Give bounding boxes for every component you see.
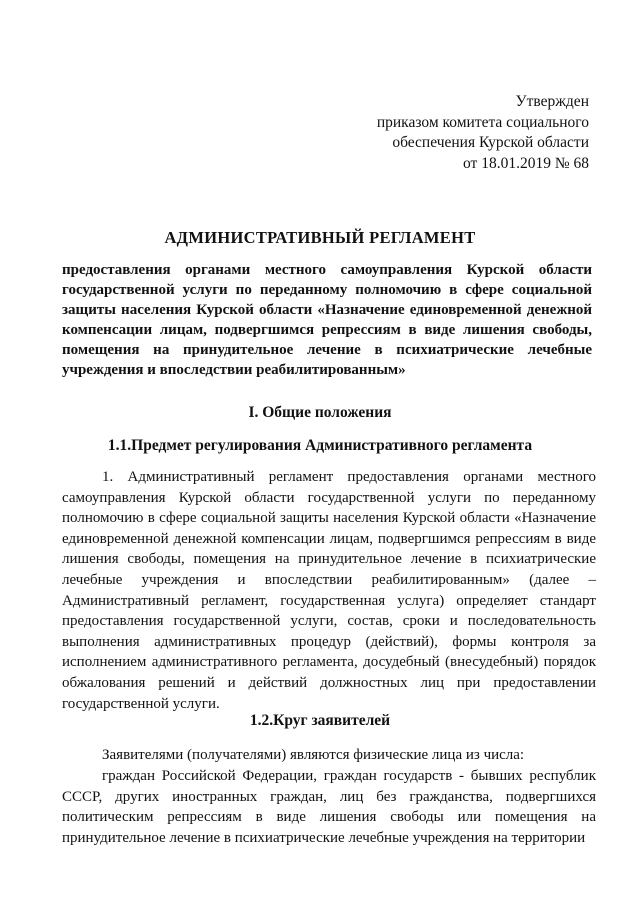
approval-line-order: приказом комитета социального — [376, 113, 589, 131]
document-subtitle: предоставления органами местного самоуправления Курской области государственной услуги по переданному полномочию в сфере социальной защиты населения Курской области «Назначение единовременной денежной компенсации лицам, подвергшимся репрессиям в виде лишения свободы, помещения на принудительное лечение в психиатрические лечебные учреждения и впоследствии реабилитированным» — [62, 262, 592, 378]
paragraph-applicants-intro: Заявителями (получателями) являются физические лица из числа: — [102, 747, 525, 763]
approval-stamp-block — [377, 92, 589, 174]
approval-line-approved: Утвержден — [515, 93, 589, 110]
subsection-heading-applicants: 1.2.Круг заявителей — [249, 712, 391, 729]
approval-line-date-number: от 18.01.2019 № 68 — [463, 154, 589, 172]
paragraph-subject: 1. Административный регламент предоставления органами местного самоуправления Курской области государственной услуги по переданному полномочию в сфере социальной защиты населения Курской области «Назначение единовременной денежной компенсации лицам, подвергшимся репрессиям в виде лишения свободы, помещения на принудительное лечение в психиатрические лечебные учреждения и впоследствии реабилитированным» (далее – Административный регламент, государственная услуга) определяет стандарт предоставления государственной услуги, состав, сроки и последовательность выполнения административных процедур (действий), формы контроля за исполнением административного регламента, досудебный (внесудебный) порядок обжалования решений и действий должностных лиц при предоставлении государственной услуги. — [62, 469, 596, 712]
approval-line-committee: обеспечения Курской области — [392, 134, 589, 151]
subsection-heading-subject: 1.1.Предмет регулирования Административного регламента — [107, 437, 533, 454]
paragraph-applicants-list: граждан Российской Федерации, граждан государств - бывших республик СССР, других иностранных граждан, лиц без гражданства, подвергшихся политическим репрессиям в виде лишения свободы или помещения на принудительное лечение в психиатрические лечебные учреждения на территории — [62, 768, 596, 846]
document-title: АДМИНИСТРАТИВНЫЙ РЕГЛАМЕНТ — [164, 228, 476, 247]
section-heading-general: I. Общие положения — [248, 404, 392, 421]
